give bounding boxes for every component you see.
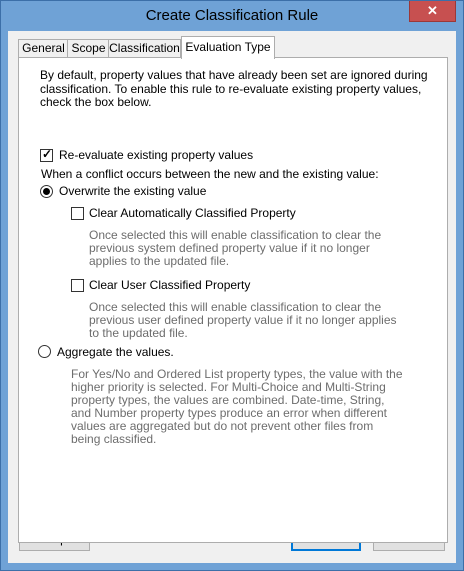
aggregate-radio[interactable] [38,345,51,358]
clear-user-label[interactable]: Clear User Classified Property [89,278,251,292]
clear-auto-label[interactable]: Clear Automatically Classified Property [89,206,296,220]
tab-scope[interactable]: Scope [67,39,110,58]
reevaluate-label[interactable]: Re-evaluate existing property values [59,148,254,162]
clear-auto-checkbox[interactable] [71,207,84,220]
tab-general[interactable]: General [18,39,69,58]
clear-user-checkbox[interactable] [71,279,84,292]
dialog-body [8,31,456,563]
reevaluate-checkbox[interactable] [40,149,53,162]
conflict-label: When a conflict occurs between the new and the existing value: [41,167,379,181]
title-bar[interactable] [1,1,463,31]
tab-evaluation-type[interactable]: Evaluation Type [181,36,275,59]
overwrite-radio[interactable] [40,185,53,198]
intro-text: By default, property values that have already been set are ignored during classification. To enable this rule to re-evaluate existing property values, check the box below. [40,68,428,109]
evaluation-type-panel [18,57,448,543]
radio-selected-dot [43,188,50,195]
aggregate-label[interactable]: Aggregate the values. [57,345,174,359]
clear-user-description: Once selected this will enable classification to clear the previous user defined property value if it no longer applies to the updated file. [89,300,397,340]
tab-classification[interactable]: Classification [108,39,181,58]
aggregate-description: For Yes/No and Ordered List property types, the value with the higher priority is selected. For Multi-Choice and Multi-String property types, the values are combined. Date-time, String, and Number property types produce an error when different values are aggregated but do not prevent other files from being classified. [71,367,403,446]
checkmark-icon: ✓ [42,147,53,161]
close-button[interactable]: ✕ [409,1,456,22]
window-title: Create Classification Rule [145,7,319,24]
overwrite-label[interactable]: Overwrite the existing value [59,184,207,198]
clear-auto-description: Once selected this will enable classification to clear the previous system defined property value if it no longer applies to the updated file. [89,228,382,268]
